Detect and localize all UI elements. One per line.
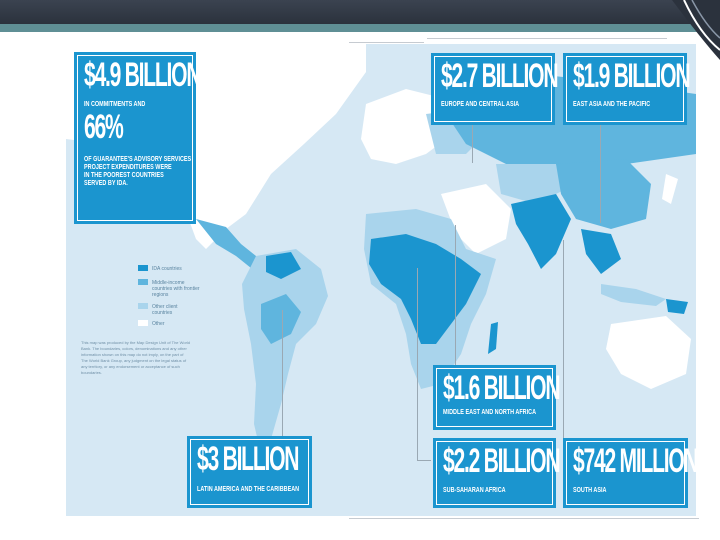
callout-region: SOUTH ASIA — [573, 487, 607, 494]
decorative-line — [349, 42, 424, 43]
legend-swatch — [138, 265, 148, 271]
map-disclaimer: This map was produced by the Map Design Unit of The World Bank. The boundaries, colors, denominations and any other information shown on this map do not imply, on the part of The World Bank Group, any judgment on the legal status of any territory, or any endorsement or acceptance of such boundaries. — [81, 340, 191, 375]
headline-panel — [74, 52, 201, 224]
australia-landmass — [606, 316, 691, 389]
callout-east-asia-pacific — [563, 53, 690, 125]
leader-line-south-asia — [563, 240, 564, 438]
legend-label: IDA countries — [152, 266, 182, 272]
legend-label: Middle-income countries with frontier regions — [152, 280, 200, 298]
legend-swatch — [138, 279, 148, 285]
callout-amount: $1.9 BILLION — [573, 57, 690, 95]
slide-title-stripe — [0, 24, 720, 32]
japan — [662, 174, 678, 204]
decorative-line — [427, 38, 667, 39]
callout-region: EAST ASIA AND THE PACIFIC — [573, 101, 651, 108]
legend-swatch — [138, 303, 148, 309]
leader-line-europe — [472, 123, 473, 163]
callout-amount: $1.6 BILLION — [443, 369, 560, 407]
leader-line-ssa — [417, 460, 431, 461]
headline-caption-line: OF GUARANTEE'S ADVISORY SERVICES — [84, 156, 192, 163]
callout-region: EUROPE AND CENTRAL ASIA — [441, 101, 520, 108]
callout-amount: $742 MILLION — [573, 442, 698, 480]
south-america-landmass — [242, 249, 328, 454]
legend-label: Other — [152, 321, 165, 327]
slide-title-bar — [0, 0, 720, 24]
headline-caption-line: PROJECT EXPENDITURES WERE — [84, 164, 172, 171]
madagascar — [488, 322, 498, 354]
headline-amount: $4.9 BILLION — [84, 56, 201, 94]
legend-label: Other client countries — [152, 304, 178, 316]
callout-region: LATIN AMERICA AND THE CARIBBEAN — [197, 486, 300, 493]
leader-line-latam — [282, 310, 283, 438]
callout-region: SUB-SAHARAN AFRICA — [443, 487, 506, 494]
legend-swatch — [138, 320, 148, 326]
leader-line-mena — [455, 225, 456, 365]
callout-latin-america — [187, 436, 312, 508]
leader-line-east-asia — [600, 123, 601, 223]
callout-region: MIDDLE EAST AND NORTH AFRICA — [443, 409, 537, 416]
indonesia — [601, 284, 666, 306]
callout-amount: $3 BILLION — [197, 440, 299, 478]
headline-caption-line: IN THE POOREST COUNTRIES — [84, 172, 164, 179]
callout-amount: $2.7 BILLION — [441, 57, 558, 95]
papua-new-guinea — [666, 299, 688, 314]
callout-sub-saharan-africa — [433, 438, 560, 508]
headline-percent: 66% — [84, 108, 123, 146]
leader-line-ssa — [417, 268, 418, 460]
callout-south-asia — [563, 438, 698, 508]
callout-amount: $2.2 BILLION — [443, 442, 560, 480]
headline-amount-caption: IN COMMITMENTS AND — [84, 101, 146, 108]
callout-mena — [433, 365, 560, 430]
callout-europe-central-asia — [431, 53, 558, 125]
headline-caption-line: SERVED BY IDA. — [84, 180, 128, 187]
south-asia — [511, 194, 571, 269]
decorative-line — [349, 518, 699, 519]
southeast-asia — [581, 229, 621, 274]
